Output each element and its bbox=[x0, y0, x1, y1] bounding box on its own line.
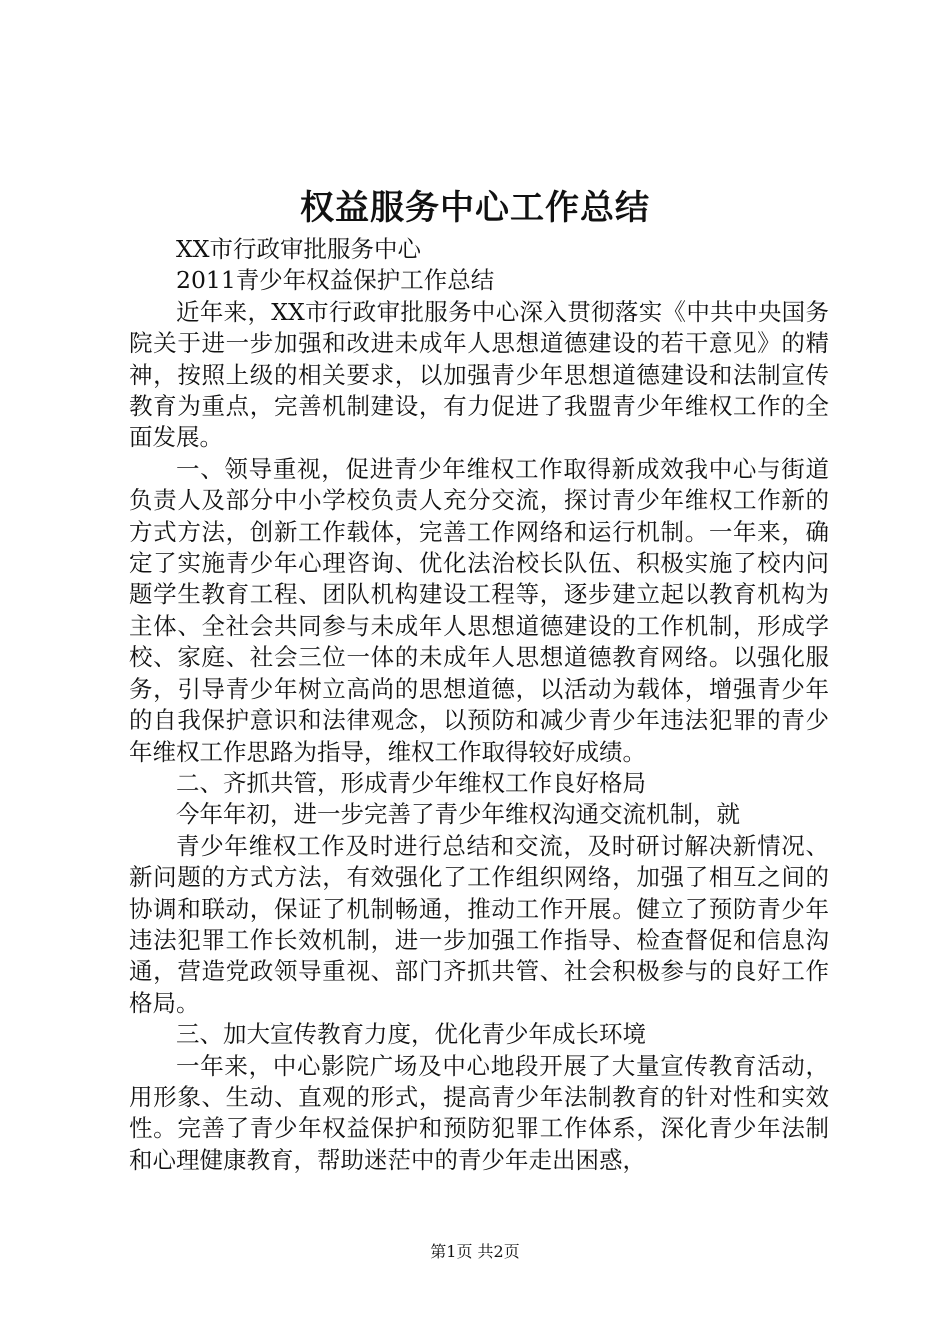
section-one-paragraph: 一、领导重视，促进青少年维权工作取得新成效我中心与街道负责人及部分中小学校负责人充分交流，探讨青少年维权工作新的方式方法，创新工作载体，完善工作网络和运行机制。一年来，确定了实施青少年心理咨询、优化法治校长队伍、积极实施了校内问题学生教育工程、团队机构建设工程等，逐步建立起以教育机构为主体、全社会共同参与未成年人思想道德建设的工作机制，形成学校、家庭、社会三位一体的未成年人思想道德教育网络。以强化服务，引导青少年树立高尚的思想道德，以活动为载体，增强青少年的自我保护意识和法律观念，以预防和减少青少年违法犯罪的青少年维权工作思路为指导，维权工作取得较好成绩。 bbox=[129, 454, 829, 766]
section-two-heading: 二、齐抓共管，形成青少年维权工作良好格局 bbox=[176, 768, 646, 797]
page-number-footer: 第1页 共2页 bbox=[430, 1242, 520, 1261]
org-name-line: XX市行政审批服务中心 bbox=[176, 235, 421, 263]
section-three-heading: 三、加大宣传教育力度，优化青少年成长环境 bbox=[176, 1020, 646, 1049]
intro-paragraph: 近年来，XX市行政审批服务中心深入贯彻落实《中共中央国务院关于进一步加强和改进未成年人思想道德建设的若干意见》的精神，按照上级的相关要求，以加强青少年思想道德建设和法制宣传教育为重点，完善机制建设，有力促进了我盟青少年维权工作的全面发展。 bbox=[129, 297, 829, 452]
section-two-paragraph-1: 今年年初，进一步完善了青少年维权沟通交流机制，就 bbox=[176, 800, 740, 829]
section-three-paragraph: 一年来，中心影院广场及中心地段开展了大量宣传教育活动，用形象、生动、直观的形式，提高青少年法制教育的针对性和实效性。完善了青少年权益保护和预防犯罪工作体系，深化青少年法制和心理健康教育，帮助迷茫中的青少年走出困惑， bbox=[129, 1051, 829, 1174]
subtitle-line: 2011青少年权益保护工作总结 bbox=[176, 266, 495, 295]
document-title: 权益服务中心工作总结 bbox=[300, 188, 650, 228]
document-body bbox=[129, 234, 829, 1176]
section-two-paragraph-2: 青少年维权工作及时进行总结和交流，及时研讨解决新情况、新问题的方式方法，有效强化了工作组织网络，加强了相互之间的协调和联动，保证了机制畅通，推动工作开展。健立了预防青少年违法犯罪工作长效机制，进一步加强工作指导、检查督促和信息沟通，营造党政领导重视、部门齐抓共管、社会积极参与的良好工作格局。 bbox=[129, 831, 829, 1017]
